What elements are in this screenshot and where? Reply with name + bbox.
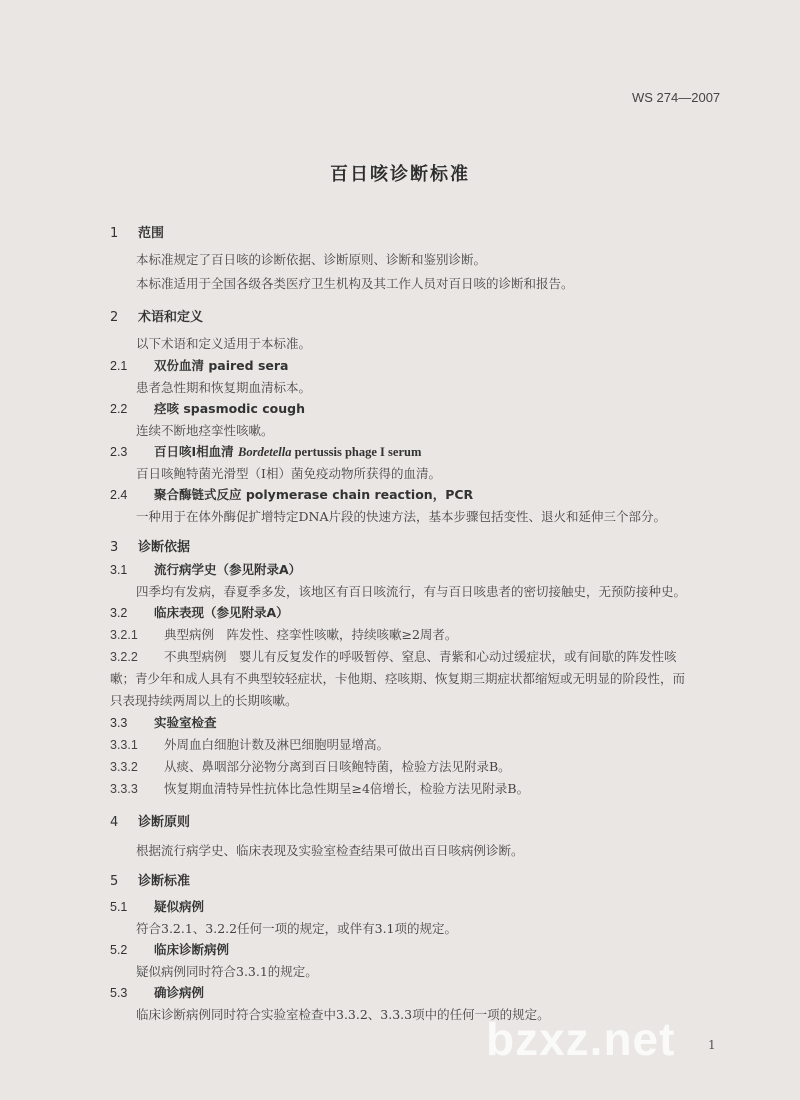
section-5-heading: 5 诊断标准 bbox=[110, 874, 191, 889]
term-2-2-heading: 2.2 痉咳 spasmodic cough bbox=[110, 401, 305, 416]
item-3-2-1: 3.2.1 典型病例 阵发性、痉挛性咳嗽，持续咳嗽≥2周者。 bbox=[110, 627, 458, 642]
page-title: 百日咳诊断标准 bbox=[330, 164, 470, 185]
term-2-1-definition: 患者急性期和恢复期血清标本。 bbox=[136, 380, 312, 395]
section-1-paragraph-2: 本标准适用于全国各级各类医疗卫生机构及其工作人员对百日咳的诊断和报告。 bbox=[136, 276, 574, 291]
term-2-1-heading: 2.1 双份血清 paired sera bbox=[110, 358, 289, 373]
subsection-3-1-heading: 3.1 流行病学史（参见附录A） bbox=[110, 562, 302, 577]
section-1-paragraph-1: 本标准规定了百日咳的诊断依据、诊断原则、诊断和鉴别诊断。 bbox=[136, 252, 487, 267]
term-2-2-definition: 连续不断地痉挛性咳嗽。 bbox=[136, 423, 274, 438]
subsection-3-2-heading: 3.2 临床表现（参见附录A） bbox=[110, 605, 289, 620]
item-3-3-3: 3.3.3 恢复期血清特异性抗体比急性期呈≥4倍增长，检验方法见附录B。 bbox=[110, 781, 530, 796]
term-2-3-definition: 百日咳鲍特菌光滑型（Ⅰ相）菌免疫动物所获得的血清。 bbox=[136, 466, 441, 481]
subsection-5-3-text: 临床诊断病例同时符合实验室检查中3.3.2、3.3.3项中的任何一项的规定。 bbox=[136, 1007, 550, 1022]
section-4-text: 根据流行病学史、临床表现及实验室检查结果可做出百日咳病例诊断。 bbox=[136, 843, 524, 858]
section-2-heading: 2 术语和定义 bbox=[110, 310, 204, 325]
subsection-3-1-text: 四季均有发病，春夏季多发，该地区有百日咳流行，有与百日咳患者的密切接触史，无预防接种史。 bbox=[136, 584, 687, 599]
item-3-3-2: 3.3.2 从痰、鼻咽部分泌物分离到百日咳鲍特菌，检验方法见附录B。 bbox=[110, 759, 511, 774]
item-3-3-1: 3.3.1 外周血白细胞计数及淋巴细胞明显增高。 bbox=[110, 737, 390, 752]
item-3-2-2-line-2: 嗽；青少年和成人具有不典型较轻症状，卡他期、痉咳期、恢复期三期症状都缩短或无明显的阶段性，而 bbox=[110, 671, 686, 686]
section-2-intro: 以下术语和定义适用于本标准。 bbox=[136, 336, 312, 351]
page-number: 1 bbox=[708, 1038, 716, 1052]
section-4-heading: 4 诊断原则 bbox=[110, 815, 191, 830]
term-2-4-heading: 2.4 聚合酶链式反应 polymerase chain reaction，PCR bbox=[110, 487, 474, 502]
item-3-2-2-line-1: 3.2.2 不典型病例 婴儿有反复发作的呼吸暂停、窒息、青紫和心动过缓症状，或有间歇的阵发性咳 bbox=[110, 649, 677, 664]
subsection-5-3-heading: 5.3 确诊病例 bbox=[110, 985, 205, 1000]
item-3-2-2-line-3: 只表现持续两周以上的长期咳嗽。 bbox=[110, 693, 298, 708]
watermark: bzxz.net bbox=[486, 1013, 676, 1065]
subsection-5-1-text: 符合3.2.1、3.2.2任何一项的规定，或伴有3.1项的规定。 bbox=[136, 921, 457, 936]
subsection-3-3-heading: 3.3 实验室检查 bbox=[110, 715, 217, 730]
section-3-heading: 3 诊断依据 bbox=[110, 540, 191, 555]
subsection-5-2-heading: 5.2 临床诊断病例 bbox=[110, 942, 230, 957]
subsection-5-2-text: 疑似病例同时符合3.3.1的规定。 bbox=[136, 964, 318, 979]
term-2-3-heading: 2.3 百日咳Ⅰ相血清 Bordetella pertussis phage I serum bbox=[110, 444, 422, 459]
standard-number: WS 274—2007 bbox=[632, 90, 721, 105]
term-2-4-definition: 一种用于在体外酶促扩增特定DNA片段的快速方法，基本步骤包括变性、退火和延伸三个部分。 bbox=[136, 509, 666, 524]
section-1-heading: 1 范围 bbox=[110, 226, 165, 241]
subsection-5-1-heading: 5.1 疑似病例 bbox=[110, 899, 205, 914]
